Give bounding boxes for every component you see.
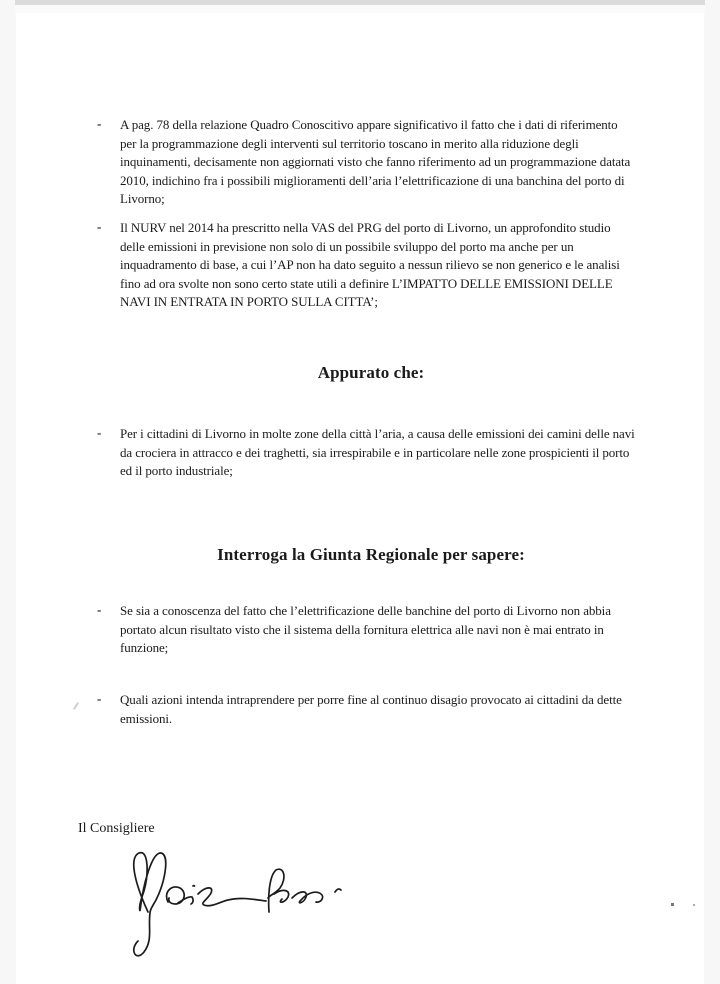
bullet-paragraph: [97, 425, 636, 481]
bullet-paragraph: [97, 691, 636, 728]
paragraph-line: Se sia a conoscenza del fatto che l’elettrificazione delle banchine del porto di Livorno non abbia: [120, 603, 611, 618]
section-heading-appurato: Appurato che:: [317, 363, 425, 382]
bullet-marker: -: [97, 602, 102, 617]
bullet-paragraph: [97, 602, 636, 658]
bullet-marker: -: [97, 691, 102, 706]
bullet-marker: -: [97, 425, 102, 440]
paragraph-line: inquinamenti, decisamente non aggiornati visto che fanno riferimento ad un programmazione datata: [120, 154, 631, 169]
bullet-paragraph: [97, 219, 636, 312]
paragraph-line: 2010, indichino fra i possibili miglioramenti dell’aria l’elettrificazione di una banchina del porto di: [120, 172, 625, 188]
paragraph-line: ed il porto industriale;: [120, 463, 233, 478]
bullet-paragraph: [97, 116, 636, 209]
paragraph-line: portato alcun risultato visto che il sistema della fornitura elettrica alle navi non è mai entrato in: [120, 621, 604, 637]
bullet-marker: -: [97, 116, 102, 131]
scan-speck: [671, 903, 674, 906]
paragraph-line: NAVI IN ENTRATA IN PORTO SULLA CITTA’;: [120, 294, 378, 309]
paragraph-line: per la programmazione degli interventi sul territorio toscano in merito alla riduzione degli: [120, 135, 579, 151]
paragraph-line: funzione;: [120, 640, 169, 655]
scan-edge-shadow: [15, 5, 705, 13]
paragraph-line: fino ad ora svolte non sono certo state utili a definire L’IMPATTO DELLE EMISSIONI DELLE: [120, 275, 613, 291]
paragraph-line: emissioni.: [120, 710, 173, 726]
paragraph-line: Il NURV nel 2014 ha prescritto nella VAS del PRG del porto di Livorno, un approfondito studio: [120, 220, 611, 235]
paragraph-line: A pag. 78 della relazione Quadro Conoscitivo appare significativo il fatto che i dati di riferimento: [120, 117, 618, 132]
bullet-marker: -: [97, 219, 102, 234]
signer-title: Il Consigliere: [78, 821, 155, 836]
paragraph-line: delle emissioni in previsione non solo di un possibile sviluppo del porto ma anche per un: [120, 238, 574, 254]
paragraph-line: Quali azioni intenda intraprendere per porre fine al continuo disagio provocato ai cittadini da dette: [120, 692, 622, 707]
paragraph-line: da crociera in attracco e dei traghetti, sia irrespirabile e in particolare nelle zone prospicienti il porto: [120, 444, 630, 460]
scan-speck: [693, 904, 695, 906]
paragraph-line: Livorno;: [120, 191, 165, 206]
paragraph-line: inquadramento di base, a cui l’AP non ha dato seguito a nessun rilievo se non generico e le analisi: [120, 257, 620, 272]
section-heading-interroga: Interroga la Giunta Regionale per sapere:: [217, 545, 525, 564]
paragraph-line: Per i cittadini di Livorno in molte zone della città l’aria, a causa delle emissioni dei camini delle navi: [120, 426, 635, 441]
signature-icon: [116, 842, 356, 977]
